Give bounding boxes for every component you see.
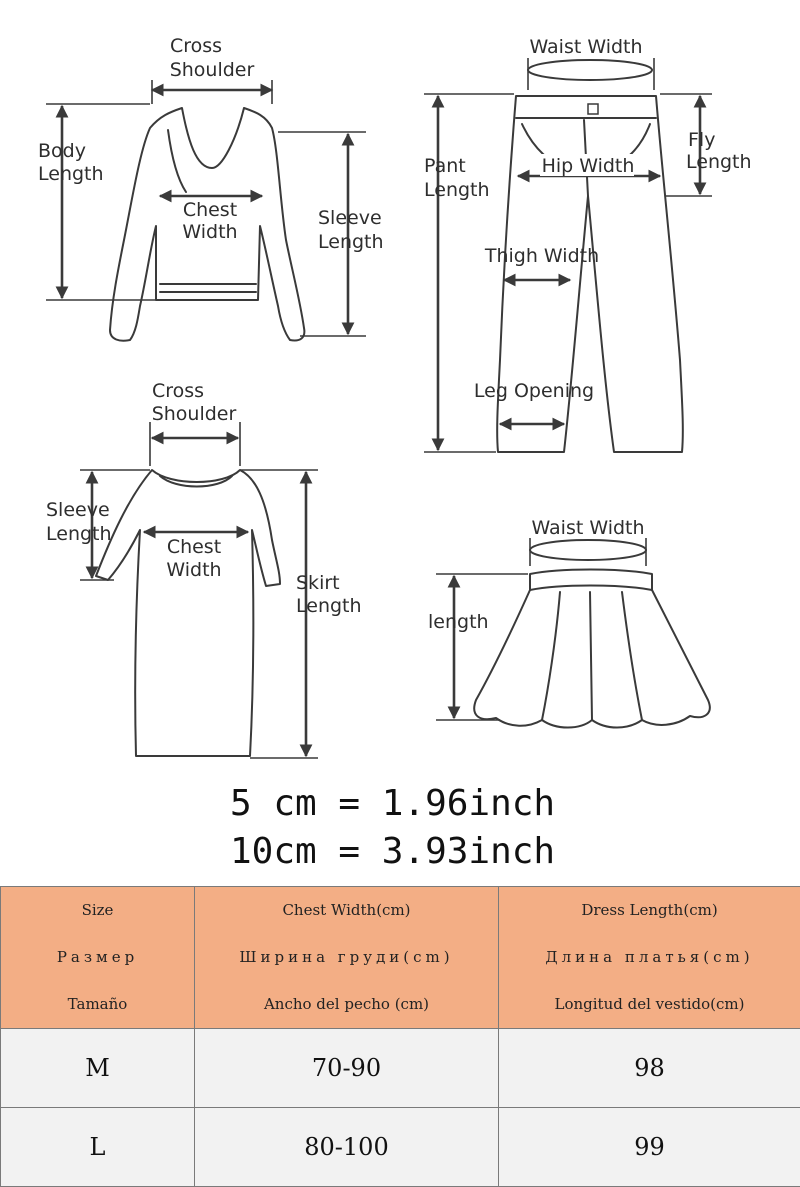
cell-dress-length: 98 bbox=[499, 1029, 800, 1108]
dress-garment bbox=[96, 470, 280, 756]
header-dress-ru: Длина платья(cm) bbox=[499, 934, 800, 981]
header-size-es: Tamaño bbox=[1, 981, 194, 1028]
skirt-waistband bbox=[530, 570, 652, 591]
pants-leg-opening-label: Leg Opening bbox=[474, 380, 594, 402]
cell-size: L bbox=[1, 1108, 195, 1187]
table-row bbox=[1, 1108, 800, 1187]
cell-size: M bbox=[1, 1029, 195, 1108]
dress-sleeve-length-label-1: Sleeve bbox=[46, 499, 110, 521]
pants-waist-width-label: Waist Width bbox=[529, 36, 642, 58]
top-sleeve-length-label-2: Length bbox=[318, 231, 384, 253]
header-dress-es: Longitud del vestido(cm) bbox=[499, 981, 800, 1028]
top-neck-inner bbox=[168, 130, 186, 192]
top-cross-shoulder-label-2: Shoulder bbox=[170, 59, 255, 81]
header-chest-es: Ancho del pecho (cm) bbox=[195, 981, 498, 1028]
dress-skirt-length-label-1: Skirt bbox=[296, 572, 340, 594]
cell-chest-width: 80-100 bbox=[195, 1108, 499, 1187]
top-hem bbox=[160, 284, 256, 292]
cell-chest-width: 70-90 bbox=[195, 1029, 499, 1108]
dress-chest-width-label-2: Width bbox=[166, 559, 221, 581]
top-chest-width-label-2: Width bbox=[182, 221, 237, 243]
pants-fly-length-label-2: Length bbox=[686, 151, 752, 173]
dress-chest-width-label-1: Chest bbox=[167, 536, 221, 558]
pants-pant-length-label-1: Pant bbox=[424, 155, 466, 177]
skirt-length-label: length bbox=[428, 611, 489, 633]
header-chest-width bbox=[195, 887, 499, 1029]
pants-button bbox=[588, 104, 598, 114]
header-size-ru: Размер bbox=[1, 934, 194, 981]
pants-waist-ellipse bbox=[528, 60, 652, 80]
dress-outline bbox=[96, 470, 280, 756]
header-dress-length bbox=[499, 887, 800, 1029]
header-size bbox=[1, 887, 195, 1029]
pants-fly-length-label-1: Fly bbox=[688, 129, 715, 151]
dress-sleeve-length-label-2: Length bbox=[46, 523, 112, 545]
header-chest-ru: Ширина груди(cm) bbox=[195, 934, 498, 981]
skirt-folds bbox=[542, 592, 642, 720]
top-cross-shoulder-label-1: Cross bbox=[170, 35, 222, 57]
conversion-line-1: 5 cm = 1.96inch bbox=[230, 786, 790, 822]
pants-hip-width-label: Hip Width bbox=[542, 155, 635, 177]
size-table bbox=[0, 886, 800, 1187]
dress-cross-shoulder-label-1: Cross bbox=[152, 380, 204, 402]
top-sleeve-length-label-1: Sleeve bbox=[318, 207, 382, 229]
size-table-header bbox=[1, 887, 800, 1029]
skirt-garment bbox=[474, 570, 710, 728]
header-dress-en: Dress Length(cm) bbox=[499, 887, 800, 934]
header-chest-en: Chest Width(cm) bbox=[195, 887, 498, 934]
dress-skirt-length-label-2: Length bbox=[296, 595, 362, 617]
top-body-length-label-1: Body bbox=[38, 140, 86, 162]
top-body-length-label-2: Length bbox=[38, 163, 104, 185]
top-chest-width-label-1: Chest bbox=[183, 199, 237, 221]
pants-pant-length-label-2: Length bbox=[424, 179, 490, 201]
pants-thigh-width-label: Thigh Width bbox=[484, 245, 599, 267]
dress-cross-shoulder-label-2: Shoulder bbox=[152, 403, 237, 425]
cell-dress-length: 99 bbox=[499, 1108, 800, 1187]
skirt-waist-width-label: Waist Width bbox=[531, 517, 644, 539]
header-size-en: Size bbox=[1, 887, 194, 934]
skirt-waist-ellipse bbox=[530, 540, 646, 560]
table-row bbox=[1, 1029, 800, 1108]
conversion-line-2: 10cm = 3.93inch bbox=[230, 834, 790, 870]
